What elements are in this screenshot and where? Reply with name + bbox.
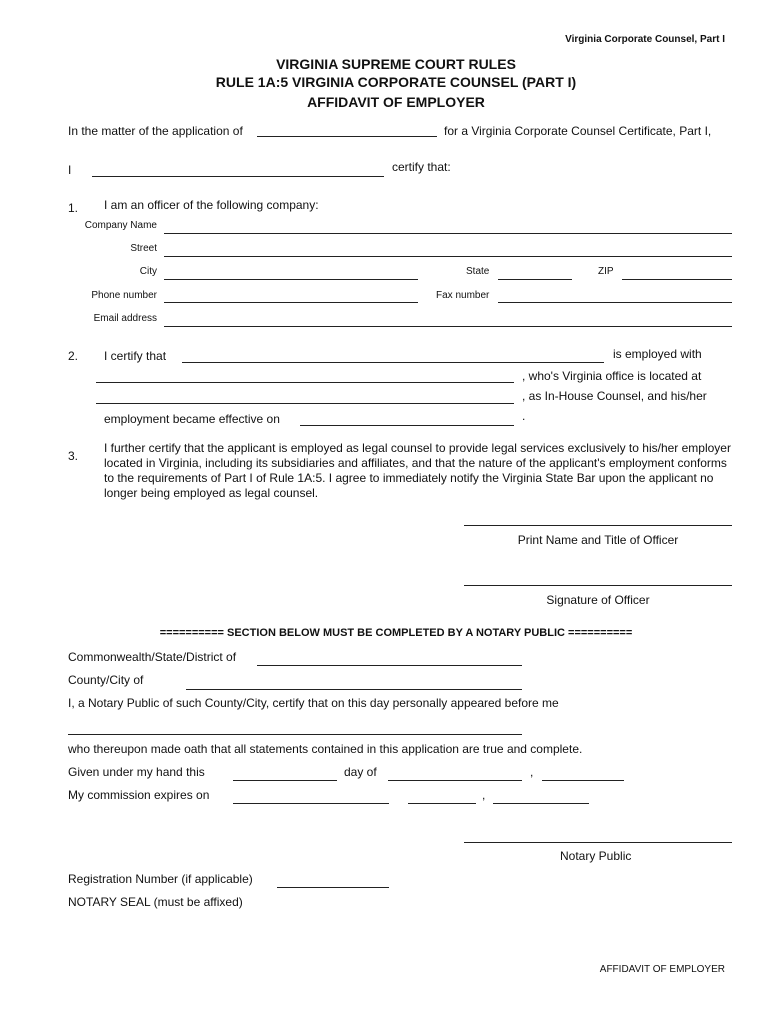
- commission-day-field[interactable]: [408, 787, 476, 803]
- commission-comma: ,: [482, 788, 486, 802]
- title-line-1: VIRGINIA SUPREME COURT RULES: [276, 56, 516, 72]
- street-line: [164, 256, 732, 257]
- zip-label: ZIP: [598, 266, 614, 277]
- officer-name-field[interactable]: [92, 160, 384, 176]
- is-employed-with: is employed with: [613, 347, 702, 361]
- effective-date-line: [300, 425, 514, 426]
- email-line: [164, 326, 732, 327]
- item-3-text: I further certify that the applicant is employed as legal counsel to provide legal services exclusively to his/her employer located in Virginia, including its subsidiaries and affiliates, and that the nature of the applicant's employment conforms to the requirements of Part I of Rule 1A:5. I agree to immediately notify the Virginia State Bar upon the applicant no longer being employed as legal counsel.: [104, 441, 731, 500]
- phone-line: [164, 302, 418, 303]
- employer-line: [96, 382, 514, 383]
- signature-label: Signature of Officer: [546, 593, 650, 607]
- matter-prefix: In the matter of the application of: [68, 124, 243, 138]
- print-name-field[interactable]: [464, 509, 732, 525]
- office-address-field[interactable]: [96, 387, 514, 403]
- applicant-name-field[interactable]: [257, 121, 437, 137]
- appeared-name-line: [68, 734, 522, 735]
- given-under-label: Given under my hand this: [68, 765, 205, 779]
- commission-month-field[interactable]: [233, 787, 389, 803]
- title-line-2: RULE 1A:5 VIRGINIA CORPORATE COUNSEL (PART I): [215, 74, 577, 90]
- item-2-certify-that: I certify that: [104, 349, 167, 363]
- signature-line: [464, 585, 732, 586]
- given-year-line: [542, 780, 624, 781]
- street-field[interactable]: [164, 240, 732, 256]
- registration-line: [277, 887, 389, 888]
- email-label: Email address: [93, 313, 157, 324]
- phone-label: Phone number: [91, 290, 157, 301]
- commonwealth-label: Commonwealth/State/District of: [68, 650, 237, 664]
- state-line: [498, 279, 572, 280]
- notary-public-label: Notary Public: [560, 849, 632, 863]
- registration-field[interactable]: [277, 871, 389, 887]
- officer-name-line: [92, 176, 384, 177]
- employer-field[interactable]: [96, 366, 514, 382]
- company-name-line: [164, 233, 732, 234]
- notary-signature-line: [464, 842, 732, 843]
- county-line: [186, 689, 522, 690]
- company-name-field[interactable]: [164, 217, 732, 233]
- given-day-field[interactable]: [233, 764, 337, 780]
- city-line: [164, 279, 418, 280]
- street-label: Street: [130, 243, 157, 254]
- virginia-office-text: , who's Virginia office is located at: [522, 369, 702, 383]
- i-label: I: [68, 163, 72, 177]
- commonwealth-line: [257, 665, 522, 666]
- applicant-employed-line: [182, 362, 604, 363]
- in-house-text: , as In-House Counsel, and his/her: [522, 389, 707, 403]
- given-day-line: [233, 780, 337, 781]
- state-field[interactable]: [498, 263, 572, 279]
- notary-section-heading: ========== SECTION BELOW MUST BE COMPLETED BY A NOTARY PUBLIC ==========: [159, 627, 633, 639]
- item-1-number: 1.: [68, 201, 79, 215]
- notary-seal-label: NOTARY SEAL (must be affixed): [68, 895, 243, 909]
- county-field[interactable]: [186, 673, 522, 689]
- oath-text: who thereupon made oath that all statements contained in this application are true and complete.: [68, 742, 583, 756]
- commonwealth-field[interactable]: [257, 649, 522, 665]
- item-2-number: 2.: [68, 349, 79, 363]
- item-1-text: I am an officer of the following company:: [104, 198, 319, 212]
- title-line-3: AFFIDAVIT OF EMPLOYER: [307, 94, 485, 110]
- county-label: County/City of: [68, 673, 144, 687]
- running-header: Virginia Corporate Counsel, Part I: [565, 34, 725, 45]
- state-label: State: [466, 266, 490, 277]
- given-year-field[interactable]: [542, 764, 624, 780]
- commission-expires-label: My commission expires on: [68, 788, 210, 802]
- registration-label: Registration Number (if applicable): [68, 872, 253, 886]
- item-3-number: 3.: [68, 449, 79, 463]
- print-name-label: Print Name and Title of Officer: [517, 533, 679, 547]
- commission-day-line: [408, 803, 476, 804]
- email-field[interactable]: [164, 310, 732, 326]
- commission-month-line: [233, 803, 389, 804]
- given-month-field[interactable]: [388, 764, 522, 780]
- matter-suffix: for a Virginia Corporate Counsel Certificate, Part I,: [444, 124, 712, 138]
- company-name-label: Company Name: [84, 220, 157, 231]
- footer-text: AFFIDAVIT OF EMPLOYER: [599, 964, 725, 975]
- commission-year-line: [493, 803, 589, 804]
- given-comma: ,: [530, 765, 534, 779]
- city-field[interactable]: [164, 263, 418, 279]
- effective-date-field[interactable]: [300, 409, 514, 425]
- certify-that: certify that:: [392, 160, 451, 174]
- zip-field[interactable]: [622, 263, 732, 279]
- fax-line: [498, 302, 732, 303]
- notary-signature-field[interactable]: [464, 826, 732, 842]
- applicant-employed-field[interactable]: [182, 346, 604, 362]
- appeared-name-field[interactable]: [68, 718, 522, 734]
- phone-field[interactable]: [164, 286, 418, 302]
- fax-label: Fax number: [436, 290, 490, 301]
- print-name-line: [464, 525, 732, 526]
- notary-certify-text: I, a Notary Public of such County/City, certify that on this day personally appeared before me: [68, 696, 559, 710]
- signature-field[interactable]: [464, 569, 732, 585]
- effective-on-text: employment became effective on: [104, 412, 280, 426]
- office-address-line: [96, 403, 514, 404]
- zip-line: [622, 279, 732, 280]
- day-of-label: day of: [344, 765, 377, 779]
- fax-field[interactable]: [498, 286, 732, 302]
- commission-year-field[interactable]: [493, 787, 589, 803]
- given-month-line: [388, 780, 522, 781]
- city-label: City: [139, 266, 157, 277]
- effective-period: .: [522, 409, 526, 423]
